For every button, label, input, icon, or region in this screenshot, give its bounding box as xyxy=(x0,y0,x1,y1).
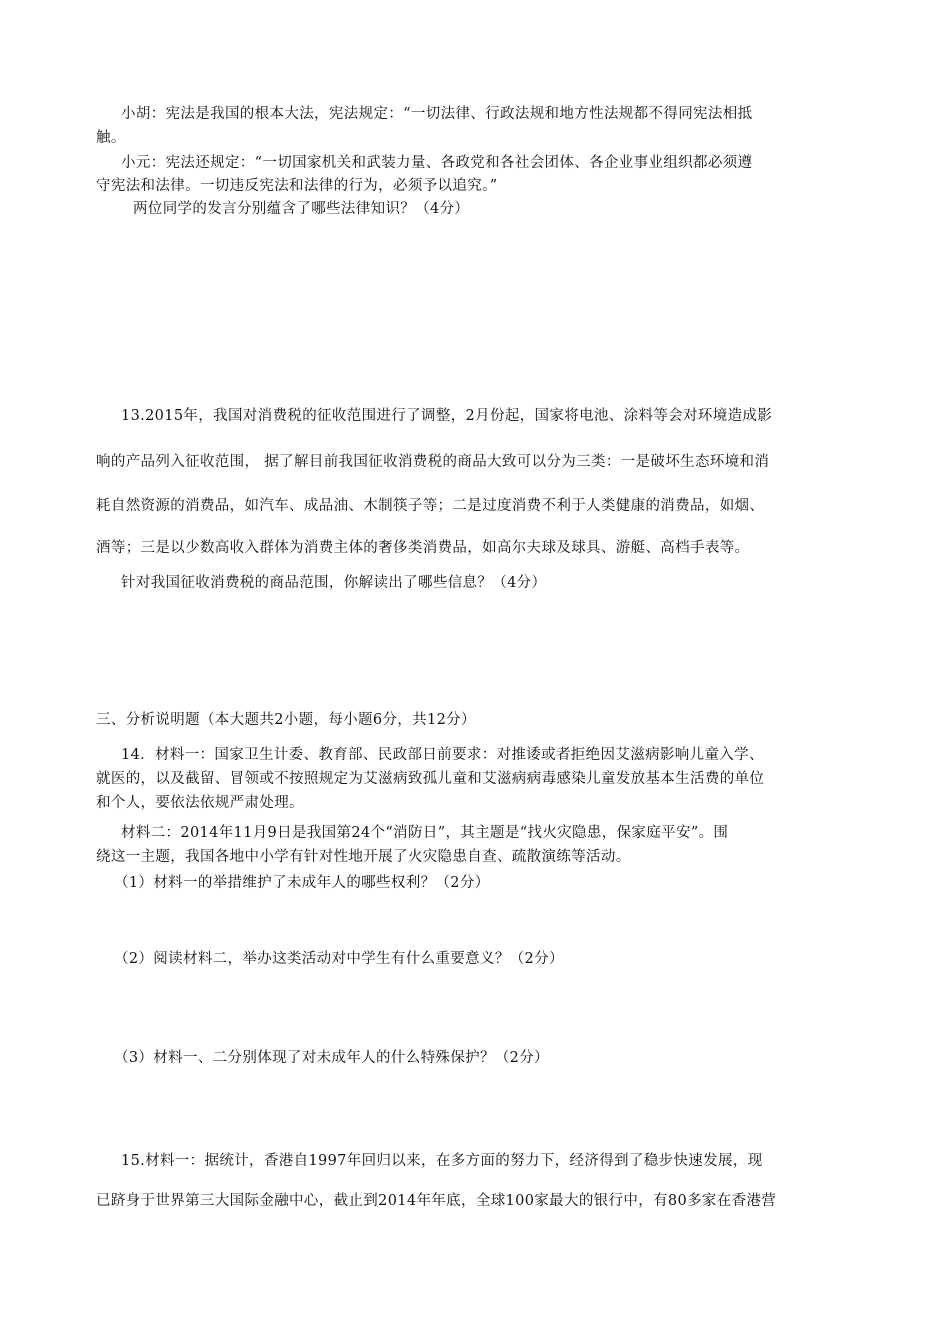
q14-material1-line-3: 和个人，要依法依规严肃处理。 xyxy=(96,795,304,811)
q14-subquestion-2: （2）阅读材料二，举办这类活动对中学生有什么重要意义？（2分） xyxy=(114,951,564,967)
section-3-heading: 三、分析说明题（本大题共2小题，每小题6分，共12分） xyxy=(96,712,476,728)
q14-material2-line-1: 材料二：2014年11月9日是我国第24个“消防日”，其主题是“找火灾隐患，保家庭平安”。围 xyxy=(121,825,729,841)
q12-xiaohu-line-2: 触。 xyxy=(96,130,126,146)
q14-subquestion-1: （1）材料一的举措维护了未成年人的哪些权利？（2分） xyxy=(114,875,490,891)
q12-xiaoyuan-line-1: 小元：宪法还规定：“一切国家机关和武装力量、各政党和各社会团体、各企业事业组织都必须遵 xyxy=(121,155,753,171)
q14-material1-line-2: 就医的，以及截留、冒领或不按照规定为艾滋病致孤儿童和艾滋病病毒感染儿童发放基本生活费的单位 xyxy=(96,771,765,787)
q12-question: 两位同学的发言分别蕴含了哪些法律知识？（4分） xyxy=(133,201,470,217)
q12-xiaoyuan-line-2: 守宪法和法律。一切违反宪法和法律的行为，必须予以追究。” xyxy=(96,178,498,194)
q13-line-4: 酒等；三是以少数高收入群体为消费主体的奢侈类消费品，如高尔夫球及球具、游艇、高档手表等。 xyxy=(96,540,750,556)
q14-material2-line-2: 绕这一主题，我国各地中小学有针对性地开展了火灾隐患自查、疏散演练等活动。 xyxy=(96,849,631,865)
q13-line-2: 响的产品列入征收范围， 据了解目前我国征收消费税的商品大致可以分为三类：一是破坏生态环境和消 xyxy=(96,454,770,470)
q13-line-3: 耗自然资源的消费品，如汽车、成品油、木制筷子等；二是过度消费不利于人类健康的消费品，如烟、 xyxy=(96,498,765,514)
q13-question: 针对我国征收消费税的商品范围，你解读出了哪些信息？（4分） xyxy=(121,575,547,591)
q14-material1-line-1: 14．材料一：国家卫生计委、教育部、民政部日前要求：对推诿或者拒绝因艾滋病影响儿童入学、 xyxy=(121,747,764,763)
q13-line-1: 13.2015年，我国对消费税的征收范围进行了调整，2月份起，国家将电池、涂料等会对环境造成影 xyxy=(121,408,773,424)
q14-subquestion-3: （3）材料一、二分别体现了对未成年人的什么特殊保护？（2分） xyxy=(114,1050,549,1066)
q12-xiaohu-line-1: 小胡：宪法是我国的根本大法，宪法规定：“一切法律、行政法规和地方性法规都不得同宪法相抵 xyxy=(121,106,753,122)
q15-line-1: 15.材料一：据统计，香港自1997年回归以来，在多方面的努力下，经济得到了稳步快速发展，现 xyxy=(121,1153,763,1169)
q15-line-2: 已跻身于世界第三大国际金融中心，截止到2014年年底，全球100家最大的银行中，有80多家在香港营 xyxy=(96,1193,777,1209)
